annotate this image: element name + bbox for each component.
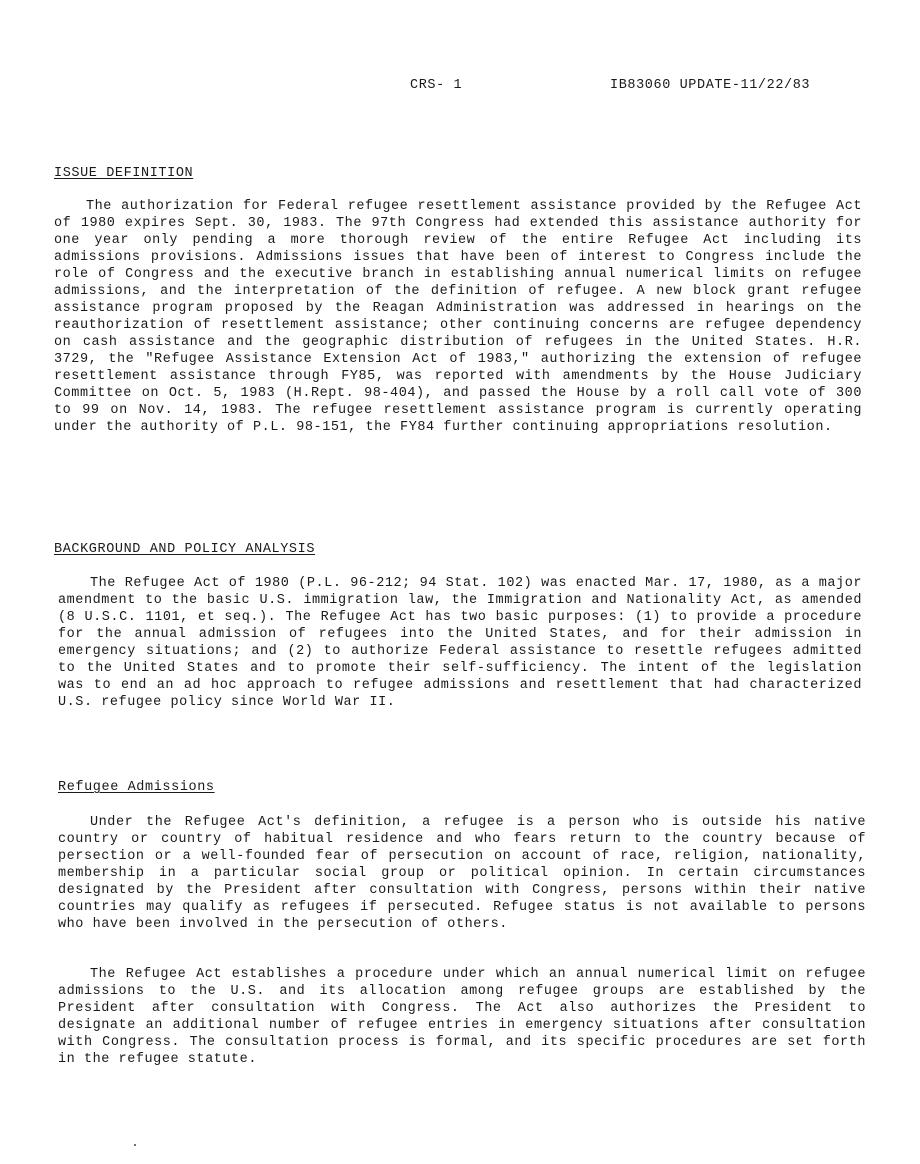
background-heading: BACKGROUND AND POLICY ANALYSIS bbox=[54, 542, 316, 557]
refugee-admissions-paragraph-1 bbox=[58, 814, 866, 933]
issue-definition-text: The authorization for Federal refugee resettlement assistance provided by the Refugee Act of 1980 expires Sept. 30, 1983. The 97th Congress had extended this assistance authority for one year only pending a more thorough review of the entire Refugee Act including its admissions provisions. Admissions issues that have been of interest to Congress include the role of Congress and the executive branch in establishing annual numerical limits on refugee admissions, and the interpretation of the definition of refugee. A new block grant refugee assistance program proposed by the Reagan Administration was addressed in hearings on the reauthorization of resettlement assistance; other continuing concerns are refugee dependency on cash assistance and the geographic distribution of refugees in the United States. H.R. 3729, the "Refugee Assistance Extension Act of 1983," authorizing the extension of refugee resettlement assistance through FY85, was reported with amendments by the House Judiciary Committee on Oct. 5, 1983 (H.Rept. 98-404), and passed the House by a roll call vote of 300 to 99 on Nov. 14, 1983. The refugee resettlement assistance program is currently operating under the authority of P.L. 98-151, the FY84 further continuing appropriations resolution. bbox=[54, 199, 862, 435]
background-paragraph bbox=[58, 575, 862, 711]
document-id: IB83060 UPDATE-11/22/83 bbox=[610, 78, 811, 93]
refugee-admissions-heading: Refugee Admissions bbox=[58, 780, 215, 795]
scan-speck bbox=[134, 1144, 136, 1146]
refugee-admissions-text-2: The Refugee Act establishes a procedure under which an annual numerical limit on refugee admissions to the U.S. and its allocation among refugee groups are established by the President after consultation with Congress. The Act also authorizes the President to designate an additional number of refugee entries in emergency situations after consultation with Congress. The consultation process is formal, and its specific procedures are set forth in the refugee statute. bbox=[58, 967, 866, 1067]
background-text: The Refugee Act of 1980 (P.L. 96-212; 94 Stat. 102) was enacted Mar. 17, 1980, as a major amendment to the basic U.S. immigration law, the Immigration and Nationality Act, as amended (8 U.S.C. 1101, et seq.). The Refugee Act has two basic purposes: (1) to provide a procedure for the annual admission of refugees into the United States, and for their admission in emergency situations; and (2) to authorize Federal assistance to resettle refugees admitted to the United States and to promote their self-sufficiency. The intent of the legislation was to end an ad hoc approach to refugee admissions and resettlement that had characterized U.S. refugee policy since World War II. bbox=[58, 576, 862, 710]
page-label: CRS- 1 bbox=[410, 78, 463, 93]
refugee-admissions-text-1: Under the Refugee Act's definition, a refugee is a person who is outside his native country or country of habitual residence and who fears return to the country because of persection or a well-founded fear of persecution on account of race, religion, nationality, membership in a particular social group or political opinion. In certain circumstances designated by the President after consultation with Congress, persons within their native countries may qualify as refugees if persecuted. Refugee status is not available to persons who have been involved in the persecution of others. bbox=[58, 815, 866, 932]
issue-definition-paragraph bbox=[54, 198, 862, 436]
refugee-admissions-paragraph-2 bbox=[58, 966, 866, 1068]
issue-definition-heading: ISSUE DEFINITION bbox=[54, 166, 194, 181]
